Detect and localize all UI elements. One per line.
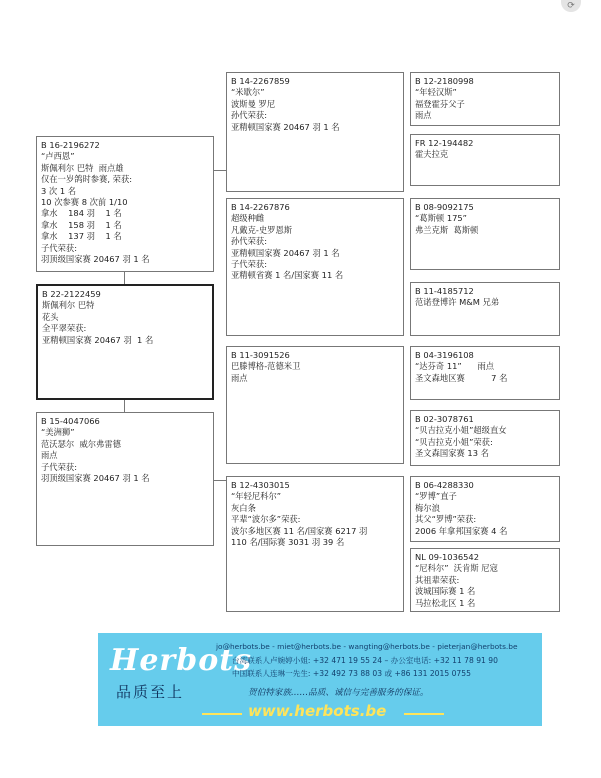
pedigree-line: NL 09-1036542 [415, 552, 479, 562]
pedigree-line: “罗博”直子 [415, 491, 457, 502]
pedigree-line: 弗兰克斯 葛斯顿 [415, 224, 479, 235]
ancestor-box [410, 134, 560, 186]
ancestor-box [410, 346, 560, 400]
ancestor-box [410, 476, 560, 542]
pedigree-line: 超级种雌 [231, 213, 265, 224]
pedigree-line: B 14-2267859 [231, 76, 290, 86]
pedigree-line: 3 次 1 名 [41, 185, 77, 196]
pedigree-line: B 14-2267876 [231, 202, 290, 212]
pedigree-line: 圣文森地区赛 7 名 [415, 372, 508, 383]
herbots-logo: Herbots [110, 643, 252, 678]
pedigree-line: 子代荣获: [41, 242, 77, 253]
sire-box [36, 136, 214, 272]
pedigree-line: B 06-4288330 [415, 480, 474, 490]
connector-line [124, 272, 125, 284]
pedigree-line: “贝吉拉克小姐”超级直女 [415, 425, 507, 436]
contact-emails[interactable]: jo@herbots.be - miet@herbots.be - wangting@herbots.be - pieterjan@herbots.be [216, 642, 518, 651]
pedigree-line: 孙代荣获: [231, 236, 267, 247]
pedigree-line: 10 次参赛 8 次前 1/10 [41, 197, 128, 208]
pedigree-line: 亚精顿国家赛 20467 羽 1 名 [231, 121, 340, 132]
taiwan-contact: 台湾联系人卢婉婷小姐: +32 471 19 55 24 – 办公室电话: +32 11 78 91 90 [232, 656, 498, 665]
pedigree-line: B 16-2196272 [41, 140, 100, 150]
pedigree-line: 霍夫拉克 [415, 149, 449, 160]
website-link[interactable]: www.herbots.be [248, 702, 387, 720]
pedigree-line: 亚精顿省赛 1 名/国家赛 11 名 [231, 270, 344, 281]
subject-box [36, 284, 214, 400]
pedigree-line: 仅在一岁鸽时参赛, 荣获: [41, 174, 133, 185]
pedigree-line: “尼科尔” 沃肯斯 尼寇 [415, 563, 498, 574]
pedigree-line: 斯佩利尔 巴特 [42, 300, 95, 311]
pedigree-line: “卢西恩” [41, 151, 75, 162]
pedigree-line: 子代荣获: [41, 461, 77, 472]
pedigree-line: 福登霍芬父子 [415, 98, 465, 109]
pedigree-line: B 12-4303015 [231, 480, 290, 490]
pedigree-line: 孙代荣获: [231, 110, 267, 121]
pedigree-line: “米歇尔” [231, 87, 265, 98]
sire-dam-box [226, 198, 404, 336]
pedigree-line: “美洲狮” [41, 427, 75, 438]
herbots-banner [98, 633, 542, 726]
pedigree-line: 亚精顿国家赛 20467 羽 1 名 [42, 334, 154, 345]
pedigree-line: 拿水 184 羽 1 名 [41, 208, 122, 219]
ancestor-box [410, 282, 560, 336]
pedigree-line: B 11-4185712 [415, 286, 474, 296]
connector-line [124, 400, 125, 412]
pedigree-line: B 22-2122459 [42, 289, 101, 299]
pedigree-line: 羽顶级国家赛 20467 羽 1 名 [41, 473, 150, 484]
pedigree-line: 范诺登博许 M&M 兄弟 [415, 297, 500, 308]
pedigree-line: 110 名/国际赛 3031 羽 39 名 [231, 537, 345, 548]
pedigree-line: 波斯曼 罗尼 [231, 98, 276, 109]
ancestor-box [410, 198, 560, 270]
pedigree-line: B 15-4047066 [41, 416, 100, 426]
divider [404, 713, 444, 715]
pedigree-line: 拿水 158 羽 1 名 [41, 219, 122, 230]
connector-line [214, 170, 226, 171]
pedigree-line: B 04-3196108 [415, 350, 474, 360]
pedigree-line: “葛斯顿 175” [415, 213, 467, 224]
pedigree-line: “贝吉拉克小姐”荣获: [415, 436, 493, 447]
sire-sire-box [226, 72, 404, 192]
pedigree-line: 雨点 [41, 450, 58, 461]
pedigree-line: 圣文森国家赛 13 名 [415, 448, 489, 459]
pedigree-line: 2006 年拿邦国家赛 4 名 [415, 525, 508, 536]
pedigree-line: 梅尔浪 [415, 502, 440, 513]
pedigree-line: 雨点 [231, 372, 248, 383]
slogan-text: 品质至上 [116, 683, 185, 701]
ancestor-box [410, 72, 560, 126]
pedigree-line: 凡戴克-史罗恩斯 [231, 224, 293, 235]
dam-dam-box [226, 476, 404, 612]
divider [202, 713, 242, 715]
pedigree-line: 雨点 [415, 110, 432, 121]
pedigree-line: 巴滕博格-范德米卫 [231, 361, 301, 372]
dam-box [36, 412, 214, 546]
china-contact: 中国联系人连琳一先生: +32 492 73 88 03 或 +86 131 2015 0755 [232, 669, 471, 678]
pedigree-line: B 02-3078761 [415, 414, 474, 424]
dam-sire-box [226, 346, 404, 464]
pedigree-line: 范沃瑟尔 威尔弗雷德 [41, 438, 121, 449]
connector-line [214, 480, 226, 481]
pedigree-line: B 12-2180998 [415, 76, 474, 86]
pedigree-line: “达芬奇 11” 雨点 [415, 361, 495, 372]
pedigree-line: 花头 [42, 311, 59, 322]
pedigree-line: 全平翠荣获: [42, 323, 87, 334]
pedigree-line: 其父“罗博”荣获: [415, 514, 477, 525]
pedigree-line: FR 12-194482 [415, 138, 474, 148]
pedigree-line: 子代荣获: [231, 259, 267, 270]
pedigree-line: B 08-9092175 [415, 202, 474, 212]
pedigree-line: 平辈“波尔多”荣获: [231, 514, 301, 525]
pedigree-line: 波城国际赛 1 名 [415, 586, 476, 597]
pedigree-line: 波尔多地区赛 11 名/国家赛 6217 羽 [231, 525, 368, 536]
pedigree-line: 灰白条 [231, 502, 256, 513]
refresh-icon[interactable]: ⟳ [561, 0, 581, 12]
pedigree-line: 马拉松北区 1 名 [415, 597, 476, 608]
pedigree-line: B 11-3091526 [231, 350, 290, 360]
ancestor-box [410, 548, 560, 612]
pedigree-line: 拿水 137 羽 1 名 [41, 231, 122, 242]
promise-text: 贺伯特家族……品质、诚信与完善服务的保证。 [248, 688, 429, 698]
ancestor-box [410, 410, 560, 466]
pedigree-line: 斯佩利尔 巴特 雨点雄 [41, 162, 124, 173]
pedigree-line: 亚精顿国家赛 20467 羽 1 名 [231, 247, 340, 258]
pedigree-line: 其祖辈荣获: [415, 574, 460, 585]
pedigree-line: “年轻汉斯” [415, 87, 457, 98]
pedigree-line: “年轻尼科尔” [231, 491, 282, 502]
pedigree-line: 羽顶级国家赛 20467 羽 1 名 [41, 254, 150, 265]
